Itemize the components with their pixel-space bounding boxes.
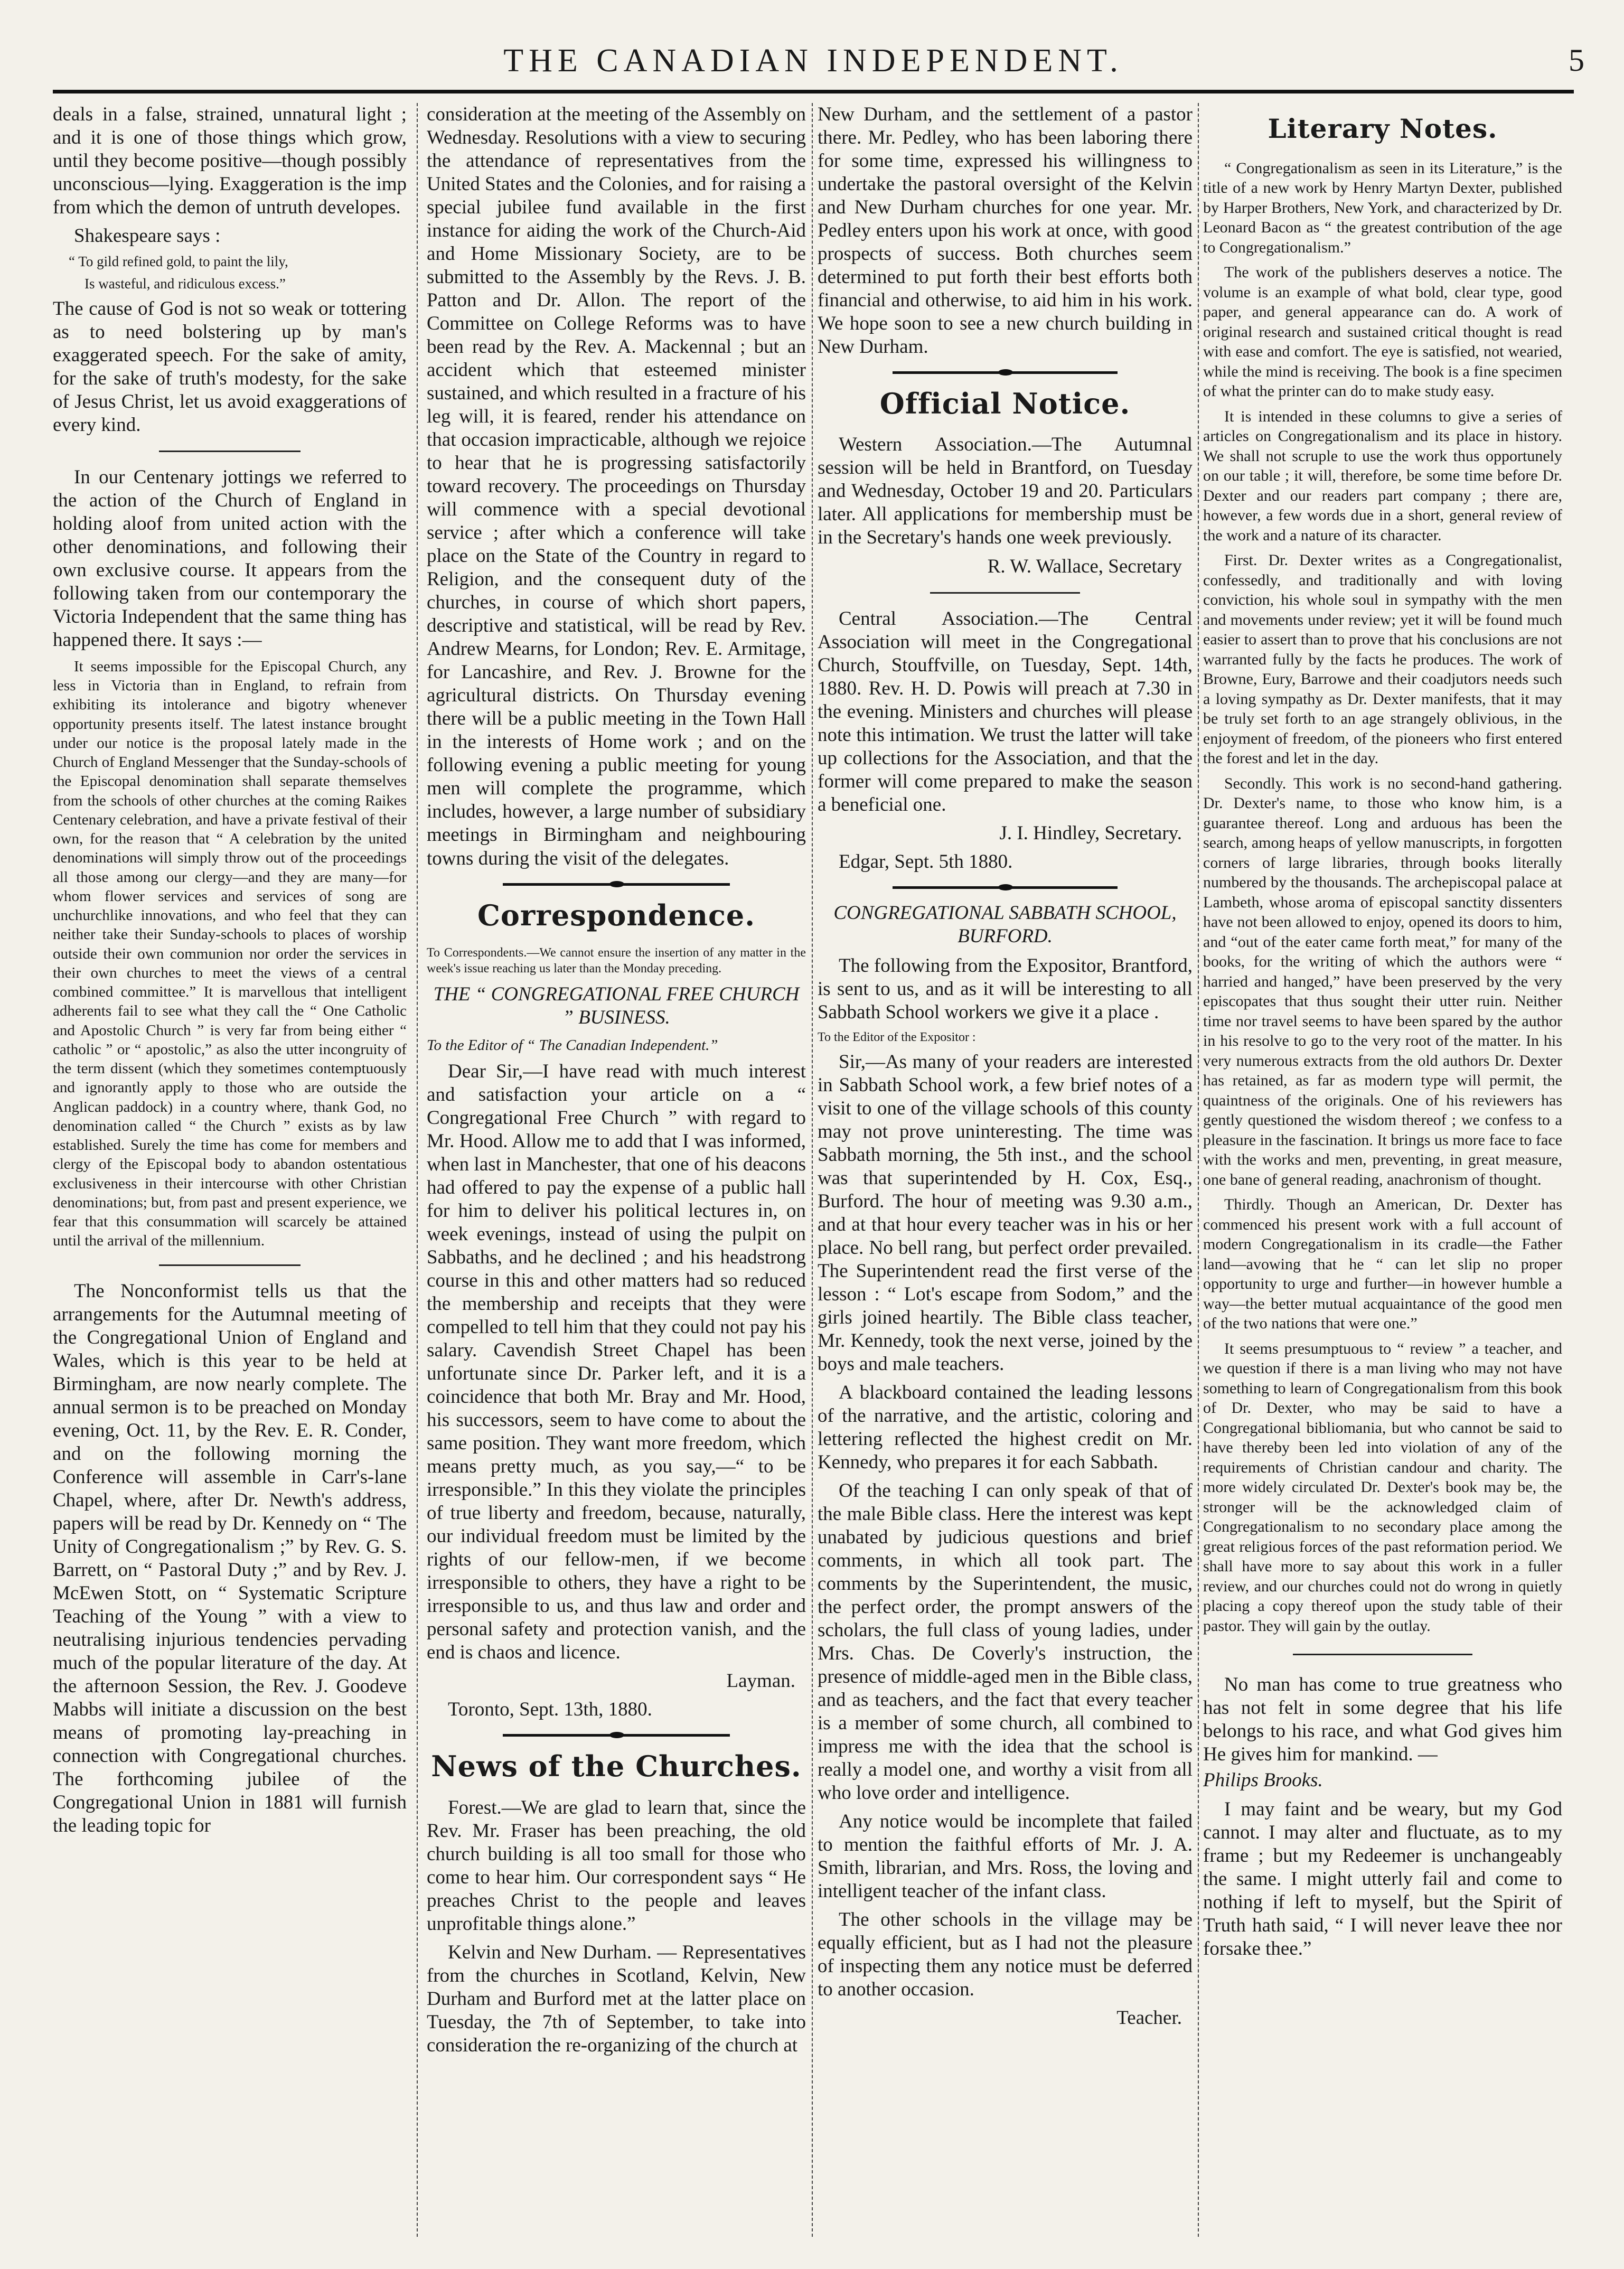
salutation-line: To the Editor of “ The Canadian Independent.” (427, 1036, 718, 1054)
paragraph: deals in a false, strained, unnatural light ; and it is one of those things which grow, until they become positive—though possibly unconscious—lying. Exaggeration is the imp from which the demon of untruth developes. (53, 104, 407, 219)
editorial-note: To Correspondents.—We cannot ensure the insertion of any matter in the week's issue reaching us later than the Monday preceding. (427, 945, 806, 976)
paragraph: I may faint and be weary, but my God cannot. I may alter and fluctuate, as to my frame ; but my Redeemer is unchangeably the same. I might utterly fail and come to nothing if left to myself, but the Spirit of Truth hath said, “ I will never leave thee nor forsake thee.” (1203, 1798, 1562, 1960)
paragraph: A blackboard contained the leading lessons of the narrative, and the artistic, coloring and lettering reflected the highest credit on Mr. Kennedy, who prepares it for each Sabbath. (818, 1381, 1193, 1474)
paragraph: Sir,—As many of your readers are interested in Sabbath School work, a few brief notes of a visit to one of the village schools of this county may not prove uninteresting. The time was Sabbath morning, the 5th inst., and the school was that superintended by H. Cox, Esq., Burford. The hour of meeting was 9.30 a.m., and at that hour every teacher was in his or her place. No bell rang, but perfect order prevailed. The Superintendent read the first verse of the lesson : “ Lot's escape from Sodom,” and the girls joined heartily. The Bible class teacher, Mr. Kennedy, took the next verse, joined by the boys and male teachers. (818, 1051, 1193, 1375)
paragraph: consideration at the meeting of the Assembly on Wednesday. Resolutions with a view to securing the attendance of representatives from the United States and the Colonies, and for raising a special jubilee fund available in the first instance for aiding the work of the Church-Aid and Home Missionary Society, are to be submitted to the Assembly by the Revs. J. B. Patton and Dr. Allon. The report of the Committee on College Reforms was to have been read by the Rev. A. Mackennal ; but an accident which that esteemed minister sustained, and which resulted in a fracture of his leg will, it is feared, render his attendance on that occasion impracticable, although we rejoice to hear that he is progressing satisfactorily toward recovery. The proceedings on Thursday will commence with a special devotional service ; after which a conference will take place on the State of the Country in regard to Religion, and the consequent duty of the churches, in course of which short papers, descriptive and statistical, will be read by Rev. Andrew Mearns, for London; Rev. E. Armitage, for Lancashire, and Rev. J. Browne for the agricultural districts. On Thursday evening there will be a public meeting in the Town Hall in the interests of Home work ; and on the following evening a public meeting for young men will complete the programme, which includes, however, a large number of subsidiary meetings in Birmingham and neighbouring towns during the visit of the delegates. (427, 104, 806, 869)
salutation-line: To the Editor of the Expositor : (818, 1030, 976, 1044)
section-rule (159, 1264, 301, 1266)
paragraph: Western Association.—The Autumnal session will be held in Brantford, on Tuesday and Wednesday, October 19 and 20. Particulars later. All applications for membership must be in the Secretary's hands one week previously. (818, 434, 1193, 549)
verse-line: “ To gild refined gold, to paint the lily, (69, 254, 288, 270)
verse-line: Is wasteful, and ridiculous excess.” (85, 275, 286, 292)
paragraph: The work of the publishers deserves a notice. The volume is an example of what bold, clear type, good paper, and general appearance can do. A work of original research and sustained critical thought is read with ease and comfort. The eye is satisfied, not wearied, while the mind is receiving. The book is a fine specimen of what the printer can do to make study easy. (1203, 264, 1562, 400)
section-heading-news: News of the Churches. (431, 1749, 802, 1784)
paragraph: In our Centenary jottings we referred to the action of the Church of England in holding aloof from united action with the other denominations, and following their own exclusive course. It appears from the following taken from our contemporary the Victoria Independent that the same thing has happened there. It says :— (53, 466, 407, 651)
newspaper-title: THE CANADIAN INDEPENDENT. (503, 43, 1123, 79)
column-divider (417, 103, 418, 2237)
column-divider (812, 103, 813, 2237)
paragraph: New Durham, and the settlement of a pastor there. Mr. Pedley, who has been laboring there for some time, expressed his willingness to undertake the pastoral oversight of the Kelvin and New Durham churches for one year. Mr. Pedley enters upon his work at once, with good prospects of success. Both churches seem determined to put forth their best efforts both financial and otherwise, to aid him in his work. We hope soon to see a new church building in New Durham. (818, 104, 1193, 358)
column-1 (53, 103, 407, 2237)
paragraph: “ Congregationalism as seen in its Literature,” is the title of a new work by Henry Martyn Dexter, published by Harper Brothers, New York, and characterized by Dr. Leonard Bacon as “ the greatest contribution of the age to Congregationalism.” (1203, 159, 1562, 256)
dateline: Edgar, Sept. 5th 1880. (839, 850, 1013, 873)
paragraph: Thirdly. Though an American, Dr. Dexter has commenced his present work with a full account of modern Congregationalism in its cradle—the Father land—avowing that he “ can let slip no proper opportunity to urge and further—in however humble a way—the better mutual acquaintance of the good men of the two nations that were one.” (1203, 1196, 1562, 1332)
paragraph: Any notice would be incomplete that failed to mention the faithful efforts of Mr. J. A. Smith, librarian, and Mrs. Ross, the loving and intelligent teacher of the infant class. (818, 1811, 1193, 1902)
letter-heading: THE “ CONGREGATIONAL FREE CHURCH ” BUSINESS. (433, 983, 800, 1028)
column-4 (1203, 103, 1562, 2237)
paragraph: The following from the Expositor, Brantford, is sent to us, and as it will be interesting to all Sabbath School workers we give it a place . (818, 954, 1193, 1023)
paragraph: Secondly. This work is no second-hand gathering. Dr. Dexter's name, to those who know him, is a guarantee thereof. Long and arduous has been the search, among heaps of yellow manuscripts, in forgotten corners of large libraries, through books literally numbered by the thousands. The archepiscopal palace at Lambeth, whose aroma of episcopal sanctity dissenters have not been allowed to enjoy, opened its doors to him, and “out of the eater came forth meat,” for many of the books, for the writing of which the authors were “ harried and hanged,” have been preserved by the very episcopates that thus sought their utter ruin. Neither time nor travel seems to have been spared by the author in his resolve to go to the very root of the matter. In his very numerous extracts from the old authors Dr. Dexter has retained, as far as modern type will permit, the quaintness of the originals. One of his reviewers has gently questioned the wisdom thereof ; we confess to a pleasure in the fascination. It brings us more face to face with the works and men, preventing, in great measure, one bane of general reading, anachronism of thought. (1203, 774, 1562, 1188)
paragraph: First. Dr. Dexter writes as a Congregationalist, confessedly, and traditionally and with loving conviction, his whole soul in sympathy with the men and movements under review; yet it will be found much easier to assert than to prove that his conclusions are not warranted fully by the facts he produces. The work of Browne, Eury, Barrowe and their coadjutors needs such a loving sympathy as Dr. Dexter manifests, that it may be truly set forth to an age strangely oblivious, in the enjoyment of freedom, of the pioneers who first entered the forest and let in the day. (1203, 551, 1562, 767)
page-number: 5 (1569, 43, 1584, 78)
paragraph: It seems presumptuous to “ review ” a teacher, and we question if there is a man living who may not have something to learn of Congregationalism from this book of Dr. Dexter, who may be said to have a Congregational bibliomania, but who cannot be said to have thereby been led into violation of any of the requirements of Christian candour and charity. The more widely circulated Dr. Dexter's book may be, the stronger will be the acknowledged claim of Congregationalism to no secondary place among the great religious forces of the past reformation period. We shall have more to say about this work in a fuller review, and our churches could not do wrong in quietly placing a copy thereof upon the study table of their pastor. They will gain by the outlay. (1203, 1339, 1562, 1635)
signature: J. I. Hindley, Secretary. (999, 822, 1182, 844)
section-rule (893, 371, 1118, 374)
signature: Layman. (726, 1670, 795, 1692)
paragraph: Forest.—We are glad to learn that, since the Rev. Mr. Fraser has been preaching, the old church building is all too small for those who come to hear him. Our correspondent says “ He preaches Christ to the people and leaves unprofitable things alone.” (427, 1796, 806, 1935)
paragraph: Kelvin and New Durham. — Representatives from the churches in Scotland, Kelvin, New Durham and Burford met at the latter place on Tuesday, the 7th of September, to take into consideration the re-organizing of the church at (427, 1941, 806, 2056)
paragraph: Central Association.—The Central Association will meet in the Congregational Church, Stouffville, on Tuesday, Sept. 14th, 1880. Rev. H. D. Powis will preach at 7.30 in the evening. Ministers and churches will please note this intimation. We trust the latter will take up collections for the Association, and that the former will come prepared to make the season a beneficial one. (818, 607, 1193, 815)
column-divider (1198, 103, 1199, 2237)
section-rule (503, 1734, 730, 1737)
paragraph: It is intended in these columns to give a series of articles on Congregationalism and its place in history. We shall not scruple to use the work thus opportunely on our table ; it will, therefore, be some time before Dr. Dexter and our readers part company ; there are, however, a few words due in a short, general review of the work and a nature of its character. (1203, 407, 1562, 544)
section-rule (893, 886, 1118, 889)
section-rule (503, 883, 730, 886)
column-2 (427, 103, 806, 2237)
masthead-rule (53, 90, 1574, 93)
section-heading-literary: Literary Notes. (1268, 113, 1498, 144)
signature: Teacher. (1116, 2007, 1182, 2029)
masthead (53, 37, 1584, 95)
quoted-paragraph: It seems impossible for the Episcopal Church, any less in Victoria than in England, to refrain from exhibiting its intolerance and bigotry whenever opportunity presents itself. The latest instance brought under our notice is the proposal lately made in the Church of England Messenger that the Sunday-schools of the Episcopal denomination shall separate themselves from the schools of other churches at the coming Raikes Centenary celebration, and have a private festival of their own, for the reason that “ A celebration by the united denominations will simply throw out of the proceedings all those among our clergy—and they are many—for whom flower services and services of song are unchurchlike innovations, and who feel that they can neither take their Sunday-schools to places of worship outside their own communion nor order the services in their own churches to meet the views of a central combined committee.” It is marvellous that intelligent adherents fail to see what they call the “ One Catholic and Apostolic Church ” is very far from being either “ catholic ” or “ apostolic,” as also the utter incongruity of the term dissent (which they sometimes contemptuously and ignorantly apply to those who are outside the Anglican paddock) in a country where, thank God, no denomination called “ the Church ” exists as by law established. Surely the time has come for members and clergy of the Episcopal body to abandon ostentatious exclusiveness in their intercourse with other Christian denominations; but, from past and present experience, we fear that this consummation will scarcely be attained until the arrival of the millennium. (53, 658, 407, 1250)
paragraph: The Nonconformist tells us that the arrangements for the Autumnal meeting of the Congregational Union of England and Wales, which is this year to be held at Birmingham, are now nearly complete. The annual sermon is to be preached on Monday evening, Oct. 11, by the Rev. E. R. Conder, and on the following morning the Conference will assemble in Carr's-lane Chapel, where, after Dr. Newth's address, papers will be read by Dr. Kennedy on “ The Unity of Congregationalism ;” by Rev. G. S. Barrett, on “ Pastoral Duty ;” and by Rev. J. McEwen Stott, on “ Systematic Scripture Teaching of the Young ” with a view to neutralising injurious tendencies pervading much of the popular literature of the day. At the afternoon Session, the Rev. J. Goodeve Mabbs will initiate a discussion on the best means of promoting lay-preaching in connection with Congregational churches. The forthcoming jubilee of the Congregational Union in 1881 will furnish the leading topic for (53, 1280, 407, 1836)
paragraph: Dear Sir,—I have read with much interest and satisfaction your article on a “ Congregational Free Church ” with regard to Mr. Hood. Allow me to add that I was informed, when last in Manchester, that one of his deacons had offered to pay the expense of a public hall for him to deliver his political lectures in, on week evenings, instead of using the pulpit on Sabbaths, and he declined ; and his headstrong course in this and other matters had so reduced the membership and receipts that they were compelled to tell him that they could not pay his salary. Cavendish Street Chapel has been unfortunate since Dr. Parker left, and it is a coincidence that both Mr. Bray and Mr. Hood, his successors, seem to have come to about the same position. They want more freedom, which means pretty much, as you say,—“ to be irresponsible.” In this they violate the principles of true liberty and freedom, because, naturally, our individual freedom must be limited by the rights of our fellow-men, if we become irresponsible to others, they have a right to be irresponsible to us, and thus law and order and personal safety and protection vanish, and the end is chaos and licence. (427, 1061, 806, 1664)
paragraph: The other schools in the village may be equally efficient, but as I had not the pleasure of inspecting them any notice must be deferred to another occasion. (818, 1909, 1193, 2001)
paragraph: Of the teaching I can only speak of that of the male Bible class. Here the interest was kept unabated by judicious questions and brief comments, in which all took part. The comments by the Superintendent, the music, the perfect order, the prompt answers of the scholars, the full class of young ladies, under Mrs. Chas. De Coverly's instruction, the presence of middle-aged men in the Bible class, and as teachers, and the fact that every teacher is a member of some church, all combined to impress me with the idea that the school is really a model one, and worthy a visit from all who love order and intelligence. (818, 1480, 1193, 1804)
column-3 (818, 103, 1193, 2237)
section-rule (930, 592, 1080, 594)
section-rule (159, 451, 301, 452)
attribution: Philips Brooks. (1203, 1769, 1323, 1792)
section-heading-correspondence: Correspondence. (477, 898, 756, 932)
dateline: Toronto, Sept. 13th, 1880. (448, 1699, 652, 1721)
paragraph: No man has come to true greatness who has not felt in some degree that his life belongs to his race, and what God gives him He gives him for mankind. — (1203, 1674, 1562, 1766)
section-heading-notice: Official Notice. (879, 387, 1131, 421)
paragraph: The cause of God is not so weak or tottering as to need bolstering up by man's exaggerated speech. For the sake of amity, for the sake of truth's modesty, for the sake of Jesus Christ, let us avoid exaggerations of every kind. (53, 297, 407, 436)
paragraph: Shakespeare says : (74, 225, 221, 247)
section-rule (1293, 1654, 1472, 1655)
signature: R. W. Wallace, Secretary (987, 555, 1182, 577)
article-heading: CONGREGATIONAL SABBATH SCHOOL, BURFORD. (833, 902, 1177, 947)
